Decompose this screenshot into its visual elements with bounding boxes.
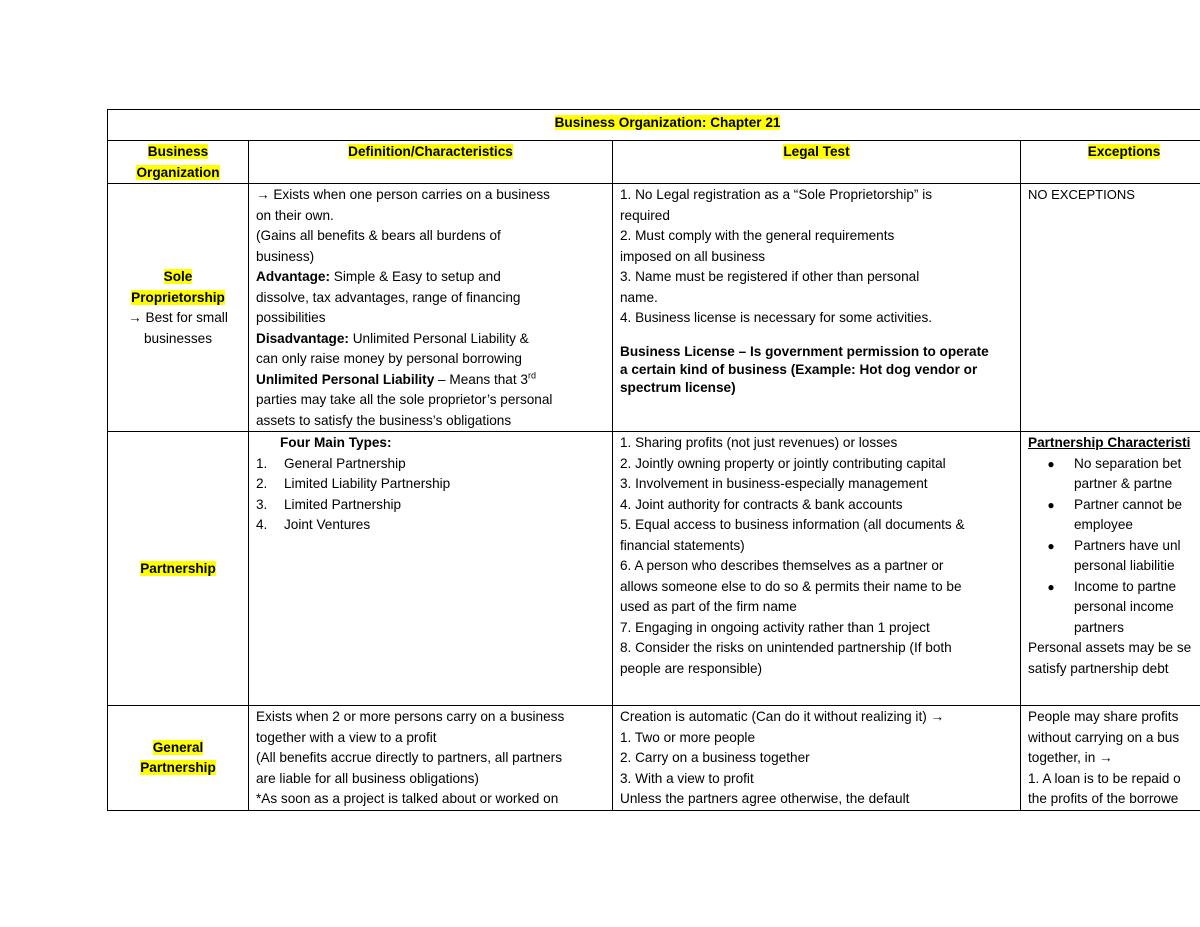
header-row xyxy=(108,141,1200,184)
header-business-organization: Business Organization xyxy=(108,141,249,184)
business-organization-table xyxy=(107,109,1200,811)
partnership-legal-cell: 1. Sharing profits (not just revenues) or losses 2. Jointly owning property or jointly contributing capital 3. Involvement in business-especially management 4. Joint authority for contracts & bank accounts 5. Equal access to business information (all documents & financial statements) 6. A person who describes themselves as a partner or allows someone else to do so & permits their name to be used as part of the firm name 7. Engaging in ongoing activity rather than 1 project 8. Consider the risks on unintended partnership (If both people are responsible) xyxy=(613,432,1021,706)
bullet-icon: ● xyxy=(1047,538,1055,553)
general-definition-cell: Exists when 2 or more persons carry on a business together with a view to a profit (All benefits accrue directly to partners, all partners are liable for all business obligations) *As soon as a project is talked about or worked on xyxy=(249,706,613,811)
bullet-icon: ● xyxy=(1047,579,1055,594)
header-exceptions: Exceptions xyxy=(1021,141,1200,184)
list-item: ● Partner cannot be xyxy=(1028,495,1200,516)
table-title: Business Organization: Chapter 21 xyxy=(554,115,781,130)
header-legal-test: Legal Test xyxy=(613,141,1021,184)
types-title: Four Main Types: xyxy=(280,435,392,450)
partnership-exceptions-cell: Partnership Characteristi ● No separation bet partner & partne ● Partner cannot be employee ● Partners have unl personal liabilitie ● Income to partne personal income partners Personal assets may be se satisfy partnership debt xyxy=(1021,432,1200,706)
list-item: ● Income to partne xyxy=(1028,577,1200,598)
table-row-sole-proprietorship xyxy=(108,184,1200,432)
bullet-icon: ● xyxy=(1047,456,1055,471)
list-item: ● No separation bet xyxy=(1028,454,1200,475)
general-exceptions-cell: People may share profits without carrying on a bus together, in → 1. A loan is to be repaid o the profits of the borrowe xyxy=(1021,706,1200,811)
list-item: 4. Joint Ventures xyxy=(256,517,371,532)
partnership-definition-cell xyxy=(249,432,613,706)
org-cell-sole-proprietorship: Sole Proprietorship → Best for small businesses xyxy=(108,184,249,432)
sole-exceptions-cell: NO EXCEPTIONS xyxy=(1021,184,1200,432)
table-row-partnership xyxy=(108,432,1200,706)
list-item: 3. Limited Partnership xyxy=(256,496,402,512)
bullet-icon: ● xyxy=(1047,497,1055,512)
sole-definition-cell: → Exists when one person carries on a business on their own. (Gains all benefits & bears all burdens of business) Advantage: Simple & Easy to setup and dissolve, tax advantages, range of financing possibilities Disadvantage: Unlimited Personal Liability & can only raise money by personal borrowing Unlimited Personal Liability – Means that 3rd parties may take all the sole proprietor’s personal assets to satisfy the business’s obligations xyxy=(249,184,613,432)
general-legal-cell: Creation is automatic (Can do it without realizing it) → 1. Two or more people 2. Carry on a business together 3. With a view to profit Unless the partners agree otherwise, the default xyxy=(613,706,1021,811)
best-for-note: → Best for small xyxy=(128,310,228,325)
list-item: 2. Limited Liability Partnership xyxy=(256,476,451,491)
sole-legal-cell: 1. No Legal registration as a “Sole Proprietorship” is required 2. Must comply with the general requirements imposed on all business 3. Name must be registered if other than personal name. 4. Business license is necessary for some activities. Business License – Is government permission to operate a certain kind of business (Example: Hot dog vendor or spectrum license) xyxy=(613,184,1021,432)
header-definition: Definition/Characteristics xyxy=(249,141,613,184)
table-row-general-partnership xyxy=(108,706,1200,811)
list-item: 1. General Partnership xyxy=(256,455,406,471)
partnership-characteristics-title: Partnership Characteristi xyxy=(1028,435,1191,450)
list-item: ● Partners have unl xyxy=(1028,536,1200,557)
business-license-definition: Business License – Is government permission to operate xyxy=(620,343,989,359)
org-cell-general-partnership: General Partnership xyxy=(108,706,249,811)
org-cell-partnership: Partnership xyxy=(108,432,249,706)
title-row xyxy=(108,110,1200,141)
